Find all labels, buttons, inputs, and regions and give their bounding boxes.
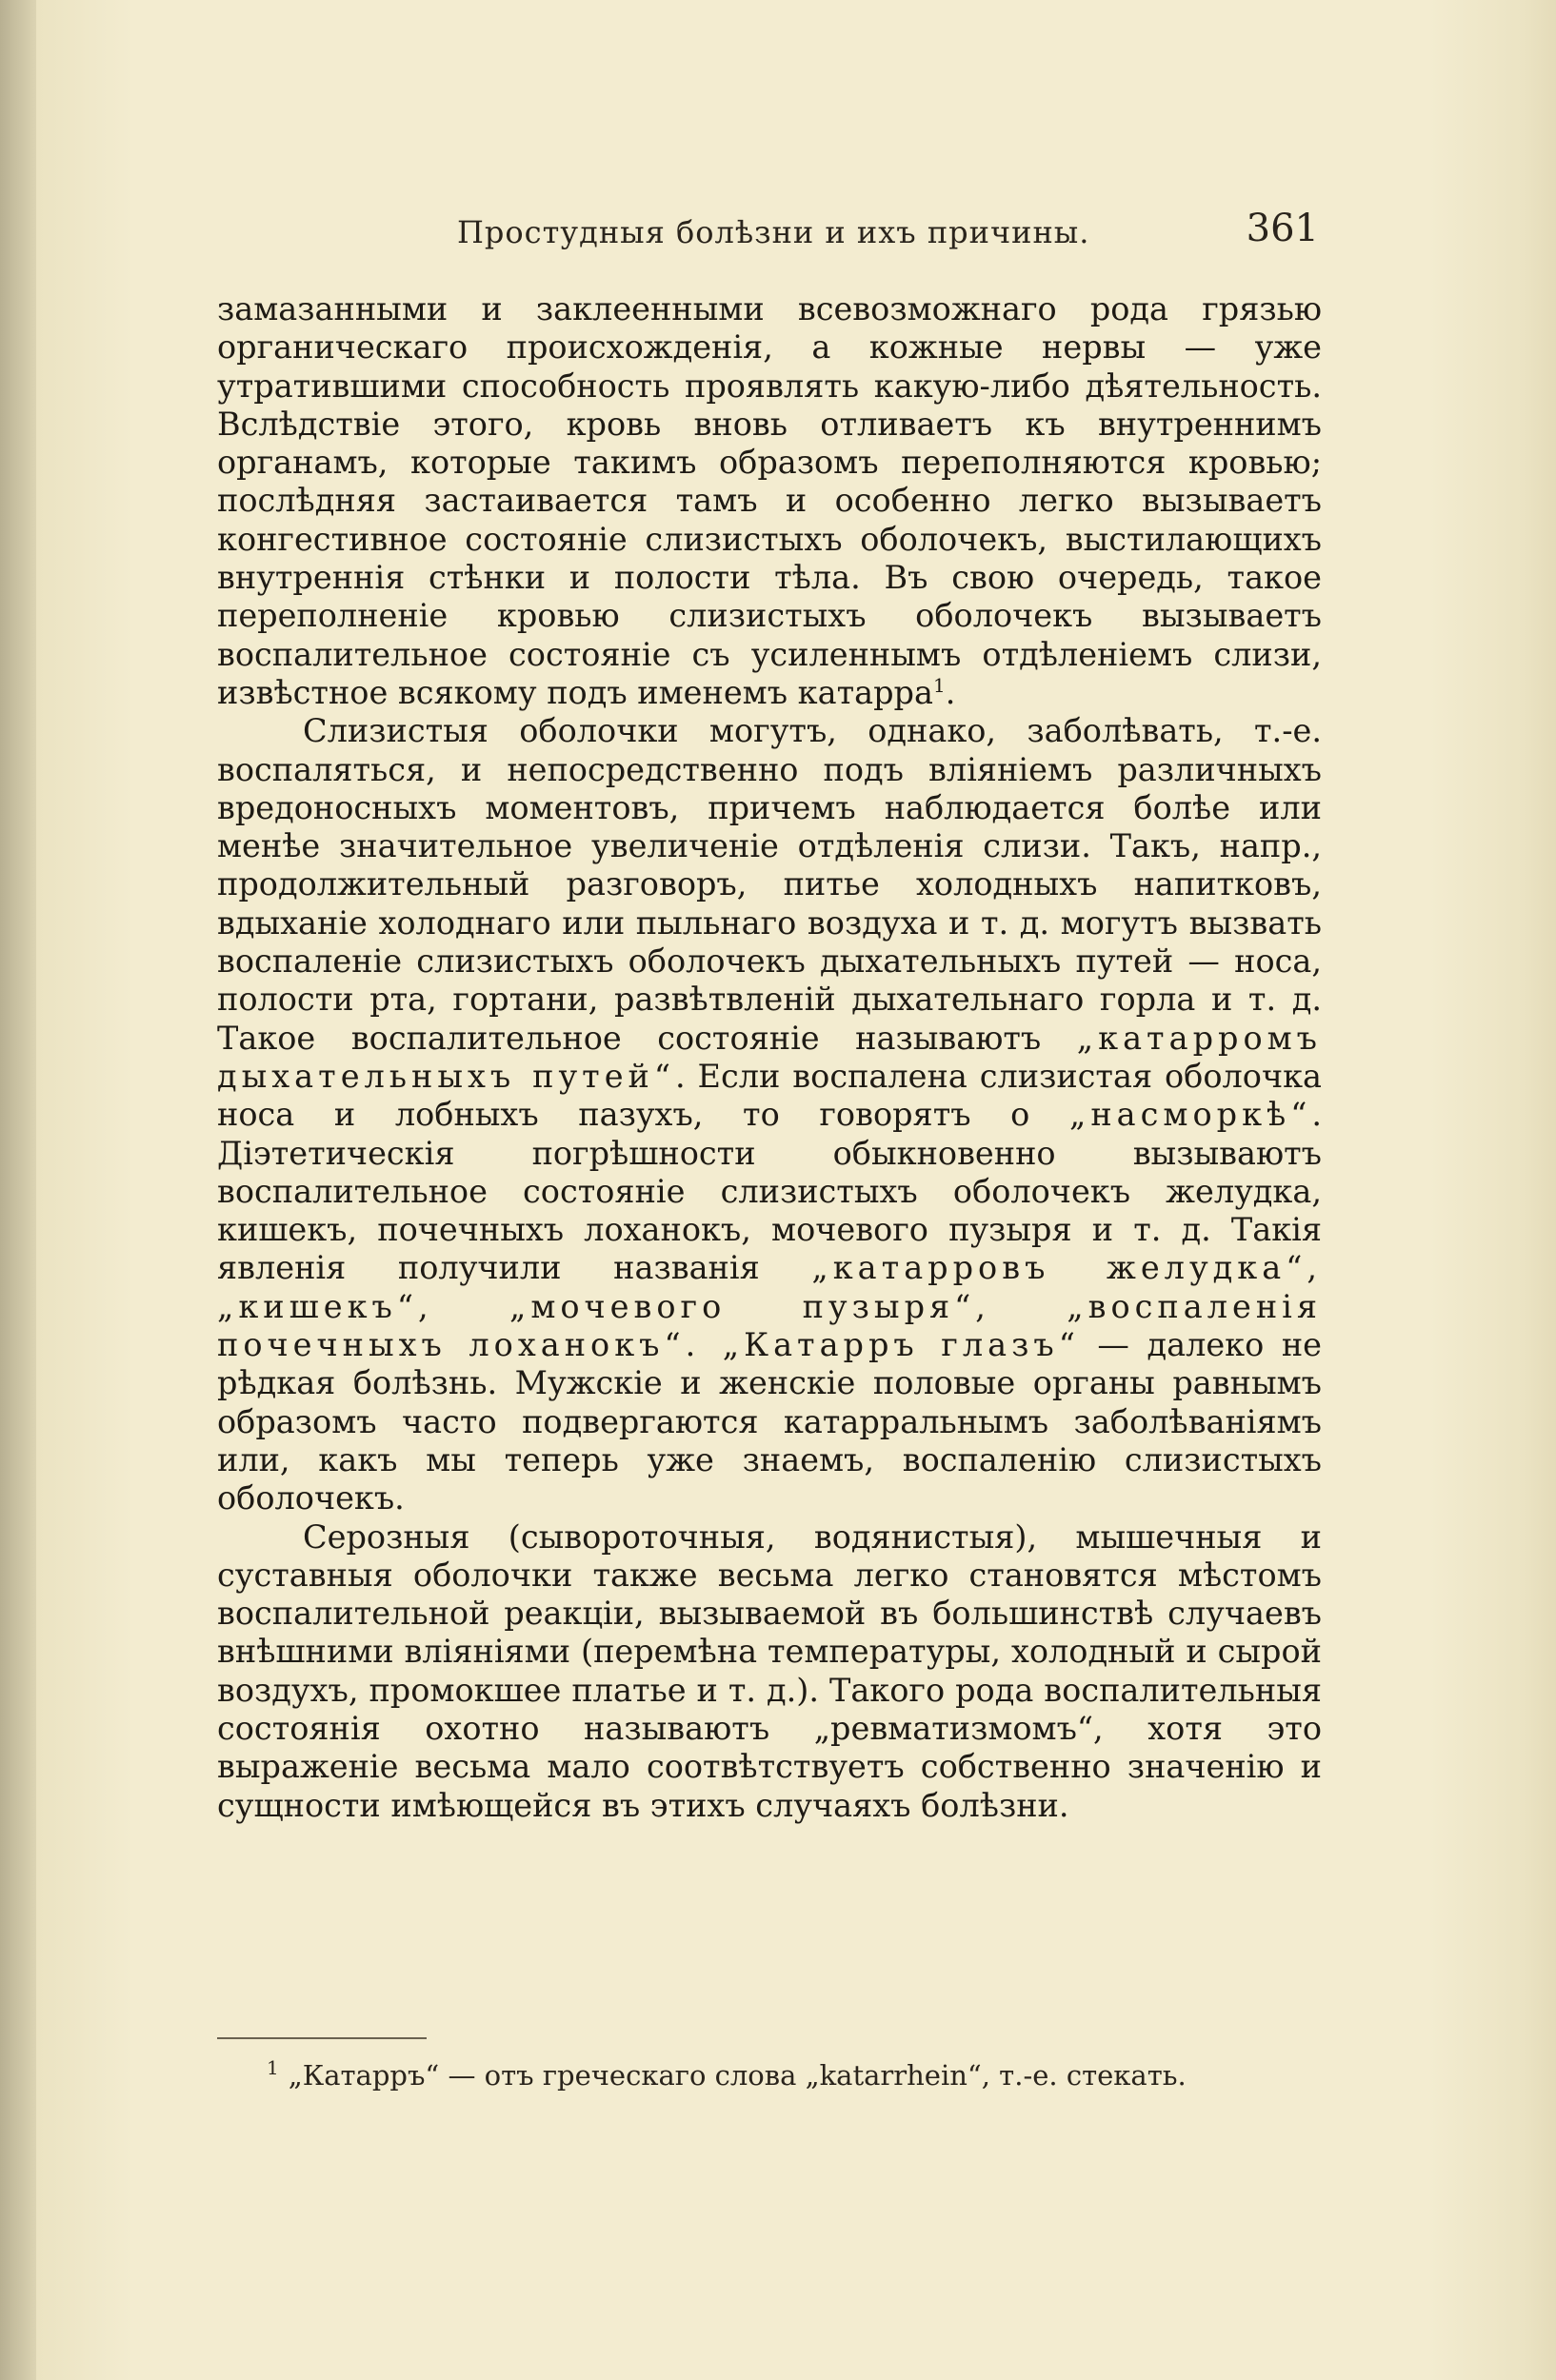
footnote [267,2058,1324,2092]
page-edge-shadow [0,0,36,2380]
term-catarrh-list: „катарровъ желудка“, „кишекъ“, „мочевого пузыря“, „воспаленія почечныхъ лоханокъ“. „Катарръ глазъ“ [217,1249,1322,1364]
running-header [200,205,1333,262]
running-title: Простудныя болѣзни и ихъ причины. [457,214,1090,250]
paragraph-1 [217,290,1322,712]
footnote-reference: 1 [932,673,946,697]
footnote-text: „Катарръ“ — отъ греческаго слова „katarrhein“, т.-е. стекать. [288,2059,1187,2092]
body-text [217,290,1322,1825]
footnote-mark: 1 [267,2056,279,2080]
paragraph-2-text-b: . Если воспалена слизистая оболочка носа и лобныхъ пазухъ, то говорятъ о [217,1057,1323,1134]
term-respiratory-catarrh: „катарромъ дыхательныхъ путей“ [217,1019,1322,1095]
page-number: 361 [1246,207,1319,250]
paragraph-1-text: замазанными и заклеенными всевозможнаго рода грязью органическаго происхожденія, а кожные нервы — уже утратившими способность проявлять какую-либо дѣятельность. Вслѣдствіе этого, кровь вновь отливаетъ къ внутреннимъ органамъ, которые такимъ образомъ переполняются кровью; послѣдняя застаивается тамъ и особенно легко вызываетъ конгестивное состояніе слизистыхъ оболочекъ, выстилающихъ внутреннія стѣнки и полости тѣла. Въ свою очередь, такое переполненіе кровью слизистыхъ оболочекъ вызываетъ воспалительное состояніе съ усиленнымъ отдѣленіемъ слизи, извѣстное всякому подъ именемъ катарра [217,290,1322,711]
paragraph-2-text-d: — далеко не рѣдкая болѣзнь. Мужскіе и женскіе половые органы равнымъ образомъ часто подвергаются катарральнымъ заболѣваніямъ или, какъ мы теперь уже знаемъ, воспаленію слизистыхъ оболочекъ. [217,1326,1323,1517]
paragraph-1-end: . [945,673,956,711]
paragraph-3: Серозныя (сывороточныя, водянистыя), мышечныя и суставныя оболочки также весьма легко становятся мѣстомъ воспалительной реакціи, вызываемой въ большинствѣ случаевъ внѣшними вліяніями (перемѣна температуры, холодный и сырой воздухъ, промокшее платье и т. д.). Такого рода воспалительныя состоянія охотно называютъ „ревматизмомъ“, хотя это выраженіе весьма мало соотвѣтствуетъ собственно значенію и сущности имѣющейся въ этихъ случаяхъ болѣзни. [217,1517,1322,1824]
footnote-separator [217,2037,427,2039]
paragraph-2-text-c: . Діэтетическія погрѣшности обыкновенно вызываютъ воспалительное состояніе слизистыхъ оболочекъ желудка, кишекъ, почечныхъ лоханокъ, мочевого пузыря и т. д. Такія явленія получили названія [217,1096,1322,1287]
term-runny-nose: „насморкѣ“ [1068,1096,1312,1134]
paragraph-2-text-a: Слизистыя оболочки могутъ, однако, заболѣвать, т.-е. воспаляться, и непосредственно подъ вліяніемъ различныхъ вредоносныхъ моментовъ, причемъ наблюдается болѣе или менѣе значительное увеличеніе отдѣленія слизи. Такъ, напр., продолжительный разговоръ, питье холодныхъ напитковъ, вдыханіе холоднаго или пыльнаго воздуха и т. д. могутъ вызвать воспаленіе слизистыхъ оболочекъ дыхательныхъ путей — носа, полости рта, гортани, развѣтвленій дыхательнаго горла и т. д. Такое воспалительное состояніе называютъ [217,712,1322,1057]
paragraph-2 [217,712,1322,1517]
